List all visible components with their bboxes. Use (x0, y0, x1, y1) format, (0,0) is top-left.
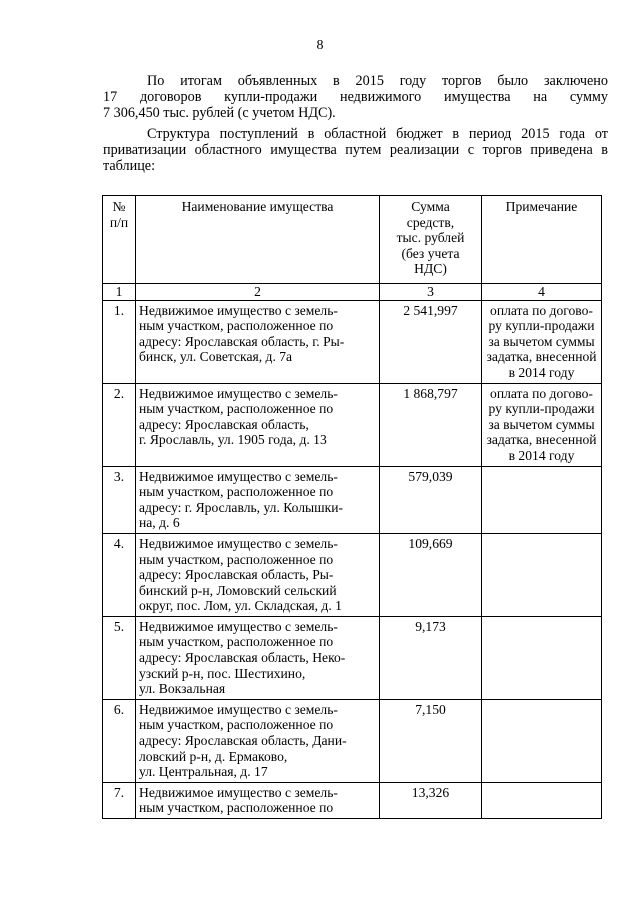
note-line: задатка, внесенной (486, 349, 597, 365)
note (482, 699, 602, 782)
page-number: 8 (316, 38, 324, 53)
property-name-line: бинский р-н, Ломовский сельский (139, 582, 337, 598)
property-name-line: г. Ярославль, ул. 1905 года, д. 13 (139, 432, 327, 448)
header-note: Примечание (482, 196, 602, 284)
property-name-line: Недвижимое имущество с земель- (139, 385, 338, 401)
property-name-line: ным участком, расположенное по (139, 717, 334, 733)
amount: 579,039 (380, 466, 482, 533)
property-name-line: Недвижимое имущество с земель- (139, 784, 338, 800)
header-number (103, 196, 136, 284)
property-name-line: адресу: Ярославская область, Неко- (139, 650, 346, 666)
header-line: п/п (109, 214, 129, 230)
header-line: Сумма (411, 199, 450, 214)
paragraph-line: приватизации областного имущества путем реализации с торгов приведена в (103, 142, 608, 158)
header-line: средств, (406, 214, 455, 230)
column-number: 2 (136, 284, 380, 301)
property-name-line: ловский р-н, д. Ермаково, (139, 748, 288, 764)
table-row (103, 300, 602, 383)
property-name-line: адресу: г. Ярославль, ул. Колышки- (139, 499, 344, 515)
header-line: НДС) (414, 261, 447, 277)
table-row (103, 699, 602, 782)
note-line: в 2014 году (508, 447, 575, 463)
property-name (136, 300, 380, 383)
table-row (103, 383, 602, 466)
property-name (136, 533, 380, 616)
note (482, 533, 602, 616)
amount: 13,326 (380, 782, 482, 818)
note (482, 300, 602, 383)
column-number: 1 (103, 284, 136, 301)
note (482, 616, 602, 699)
row-number: 5. (103, 616, 136, 699)
table-body (103, 300, 602, 818)
property-name (136, 616, 380, 699)
note-line: ру купли-продажи (488, 401, 595, 417)
property-name-line: ул. Вокзальная (139, 681, 226, 697)
property-name (136, 782, 380, 818)
property-name-line: ным участком, расположенное по (139, 401, 334, 417)
paragraph-line: 17 договоров купли-продажи недвижимого имущества на сумму (103, 89, 608, 105)
property-name-line: на, д. 6 (139, 515, 180, 531)
header-line: (без учета (401, 245, 460, 261)
property-name (136, 699, 380, 782)
note-line: оплата по догово- (490, 385, 593, 401)
note-line: в 2014 году (508, 364, 575, 380)
note (482, 782, 602, 818)
table-row (103, 466, 602, 533)
amount: 2 541,997 (380, 300, 482, 383)
amount: 109,669 (380, 533, 482, 616)
property-name-line: адресу: Ярославская область, (139, 416, 309, 432)
property-name-line: Недвижимое имущество с земель- (139, 701, 338, 717)
property-name-line: ным участком, расположенное по (139, 634, 334, 650)
note-line: задатка, внесенной (486, 432, 597, 448)
property-name-line: адресу: Ярославская область, Ры- (139, 567, 334, 583)
row-number: 7. (103, 782, 136, 818)
row-number: 1. (103, 300, 136, 383)
column-number-row (103, 284, 602, 301)
property-name-line: Недвижимое имущество с земель- (139, 535, 338, 551)
amount: 1 868,797 (380, 383, 482, 466)
row-number: 4. (103, 533, 136, 616)
property-name-line: округ, пос. Лом, ул. Складская, д. 1 (139, 598, 342, 614)
note (482, 466, 602, 533)
header-name: Наименование имущества (136, 196, 380, 284)
property-name (136, 466, 380, 533)
note-line: оплата по догово- (490, 302, 593, 318)
note-line: за вычетом суммы (488, 416, 595, 432)
row-number: 6. (103, 699, 136, 782)
header-line: тыс. рублей (396, 230, 465, 246)
property-name-line: Недвижимое имущество с земель- (139, 302, 338, 318)
paragraph-contracts-summary (103, 73, 608, 121)
table-row (103, 616, 602, 699)
amount: 7,150 (380, 699, 482, 782)
property-name-line: ным участком, расположенное по (139, 551, 334, 567)
property-name-line: Недвижимое имущество с земель- (139, 468, 338, 484)
table-header-row (103, 196, 602, 284)
property-name-line: Недвижимое имущество с земель- (139, 618, 338, 634)
property-name-line: ным участком, расположенное по (139, 318, 334, 334)
paragraph-line: таблице: (103, 158, 156, 174)
property-name (136, 383, 380, 466)
property-name-line: ным участком, расположенное по (139, 800, 334, 816)
paragraph-line: По итогам объявленных в 2015 году торгов было заключено (147, 73, 608, 89)
column-number: 3 (380, 284, 482, 301)
amount: 9,173 (380, 616, 482, 699)
row-number: 3. (103, 466, 136, 533)
property-name-line: узский р-н, пос. Шестихино, (139, 665, 306, 681)
table-row (103, 782, 602, 818)
table-row (103, 533, 602, 616)
paragraph-line: Структура поступлений в областной бюджет в период 2015 года от (147, 126, 608, 142)
property-name-line: ул. Центральная, д. 17 (139, 764, 268, 780)
note-line: ру купли-продажи (488, 318, 595, 334)
property-name-line: ным участком, расположенное по (139, 484, 334, 500)
header-sum (380, 196, 482, 284)
property-name-line: адресу: Ярославская область, Дани- (139, 733, 347, 749)
privatization-table (102, 195, 602, 819)
column-number: 4 (482, 284, 602, 301)
paragraph-line: 7 306,450 тыс. рублей (с учетом НДС). (103, 105, 336, 121)
property-name-line: адресу: Ярославская область, г. Ры- (139, 333, 345, 349)
paragraph-budget-structure (103, 126, 608, 174)
row-number: 2. (103, 383, 136, 466)
note (482, 383, 602, 466)
header-line: № (112, 199, 126, 214)
note-line: за вычетом суммы (488, 333, 595, 349)
property-name-line: бинск, ул. Советская, д. 7а (139, 349, 293, 365)
